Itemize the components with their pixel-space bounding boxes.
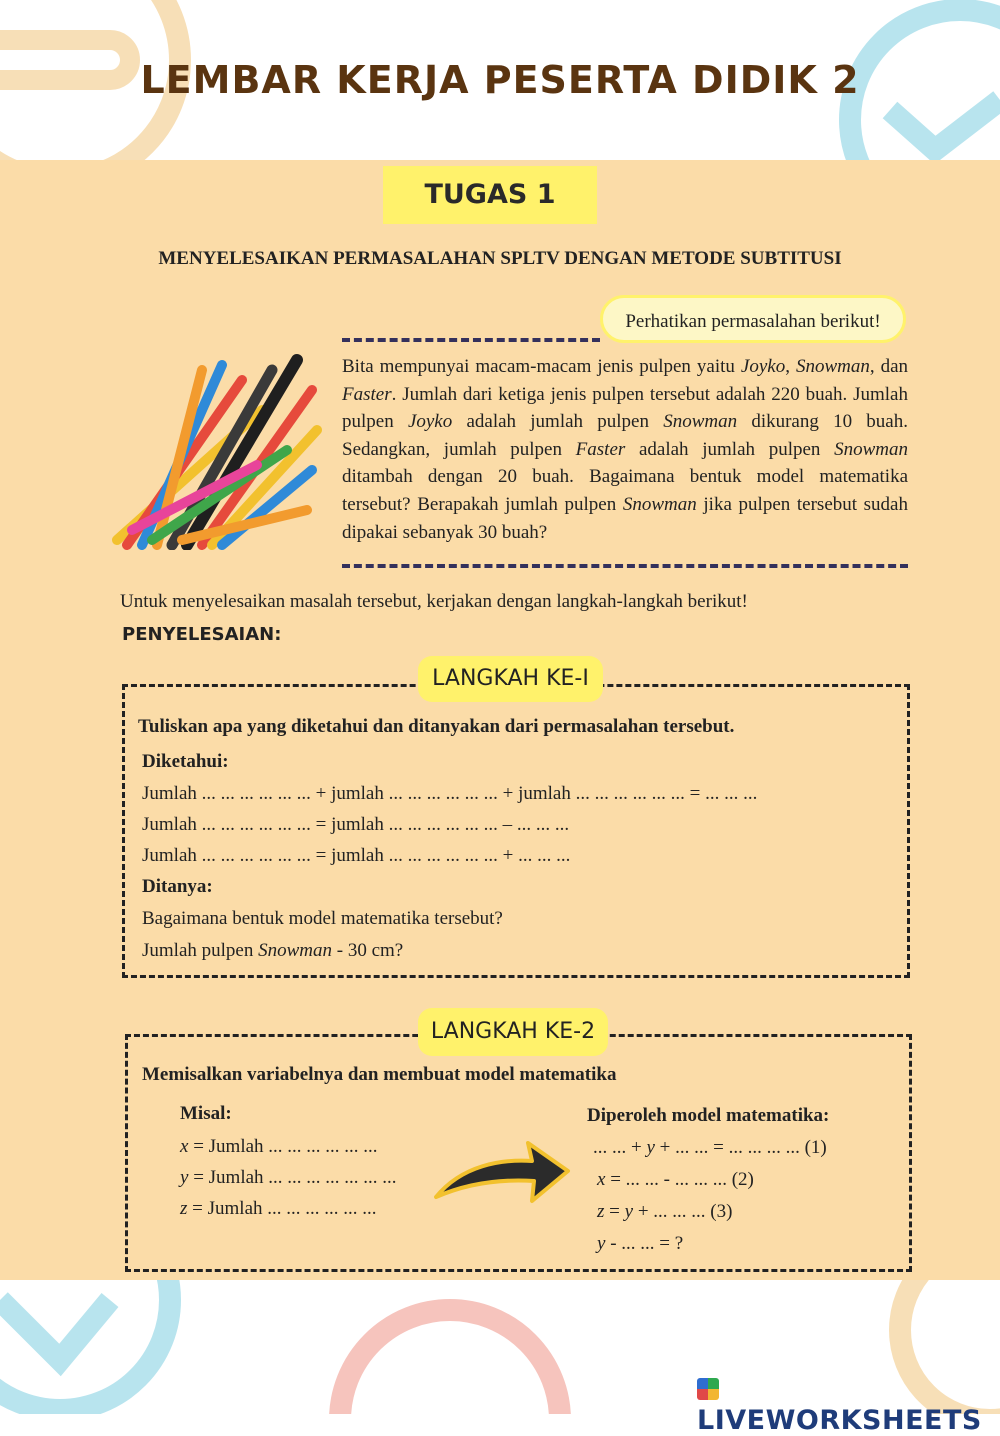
problem-story: Bita mempunyai macam-macam jenis pulpen yaitu Joyko, Snowman, dan Faster. Jumlah dari ketiga jenis pulpen tersebut adalah 220 buah. Jumlah pulpen Joyko adalah jumlah pulpen Snowman dikurang 10 buah. Sedangkan, jumlah pulpen Faster adalah jumlah pulpen Snowman ditambah dengan 20 buah. Bagaimana bentuk model matematika tersebut? Berapakah jumlah pulpen Snowman jika pulpen tersebut sudah dipakai sebanyak 30 buah? bbox=[342, 356, 909, 543]
liveworksheets-logo: LIVEWORKSHEETS bbox=[697, 1374, 1000, 1436]
pencils-illustration bbox=[112, 340, 322, 550]
step1-label: LANGKAH KE-I bbox=[418, 656, 603, 702]
model-eq-1: ... ... + y + ... ... = ... ... ... ... (1) bbox=[593, 1137, 827, 1158]
arrow-right-icon bbox=[432, 1135, 572, 1207]
known-line-2: Jumlah ... ... ... ... ... ... = jumlah ... ... ... ... ... ... – ... ... ... bbox=[142, 814, 570, 835]
misal-x: x = Jumlah ... ... ... ... ... ... bbox=[180, 1136, 378, 1157]
known-line-1: Jumlah ... ... ... ... ... ... + jumlah ... ... ... ... ... ... + jumlah ... ... ... ... ... ... = ... ... ... bbox=[142, 783, 758, 804]
page-title: LEMBAR KERJA PESERTA DIDIK 2 bbox=[140, 58, 860, 102]
callout-badge: Perhatikan permasalahan berikut! bbox=[600, 295, 906, 343]
logo-mark-icon bbox=[697, 1378, 719, 1400]
divider-top bbox=[342, 338, 600, 342]
misal-y: y = Jumlah ... ... ... ... ... ... ... bbox=[180, 1167, 397, 1188]
model-heading: Diperoleh model matematika: bbox=[587, 1105, 830, 1126]
divider-bottom bbox=[342, 564, 908, 568]
solution-heading: PENYELESAIAN: bbox=[122, 624, 282, 645]
model-eq-3: z = y + ... ... ... (3) bbox=[597, 1201, 733, 1222]
known-heading: Diketahui: bbox=[142, 751, 229, 772]
asked-question-2: Jumlah pulpen Snowman - 30 cm? bbox=[142, 940, 404, 961]
asked-question-1: Bagaimana bentuk model matematika tersebut? bbox=[142, 908, 503, 929]
step2-label: LANGKAH KE-2 bbox=[418, 1008, 608, 1056]
task-subtitle: MENYELESAIKAN PERMASALAHAN SPLTV DENGAN METODE SUBTITUSI bbox=[158, 248, 842, 269]
asked-heading: Ditanya: bbox=[142, 876, 213, 897]
task-label: TUGAS 1 bbox=[383, 166, 597, 224]
step1-instruction: Tuliskan apa yang diketahui dan ditanyakan dari permasalahan tersebut. bbox=[138, 716, 735, 737]
misal-heading: Misal: bbox=[180, 1103, 232, 1124]
step2-instruction: Memisalkan variabelnya dan membuat model matematika bbox=[142, 1064, 617, 1085]
known-line-3: Jumlah ... ... ... ... ... ... = jumlah ... ... ... ... ... ... + ... ... ... bbox=[142, 845, 571, 866]
misal-z: z = Jumlah ... ... ... ... ... ... bbox=[180, 1198, 377, 1219]
model-eq-4: y - ... ... = ? bbox=[597, 1233, 684, 1254]
intro-text: Untuk menyelesaikan masalah tersebut, kerjakan dengan langkah-langkah berikut! bbox=[120, 591, 748, 612]
model-eq-2: x = ... ... - ... ... ... (2) bbox=[597, 1169, 754, 1190]
